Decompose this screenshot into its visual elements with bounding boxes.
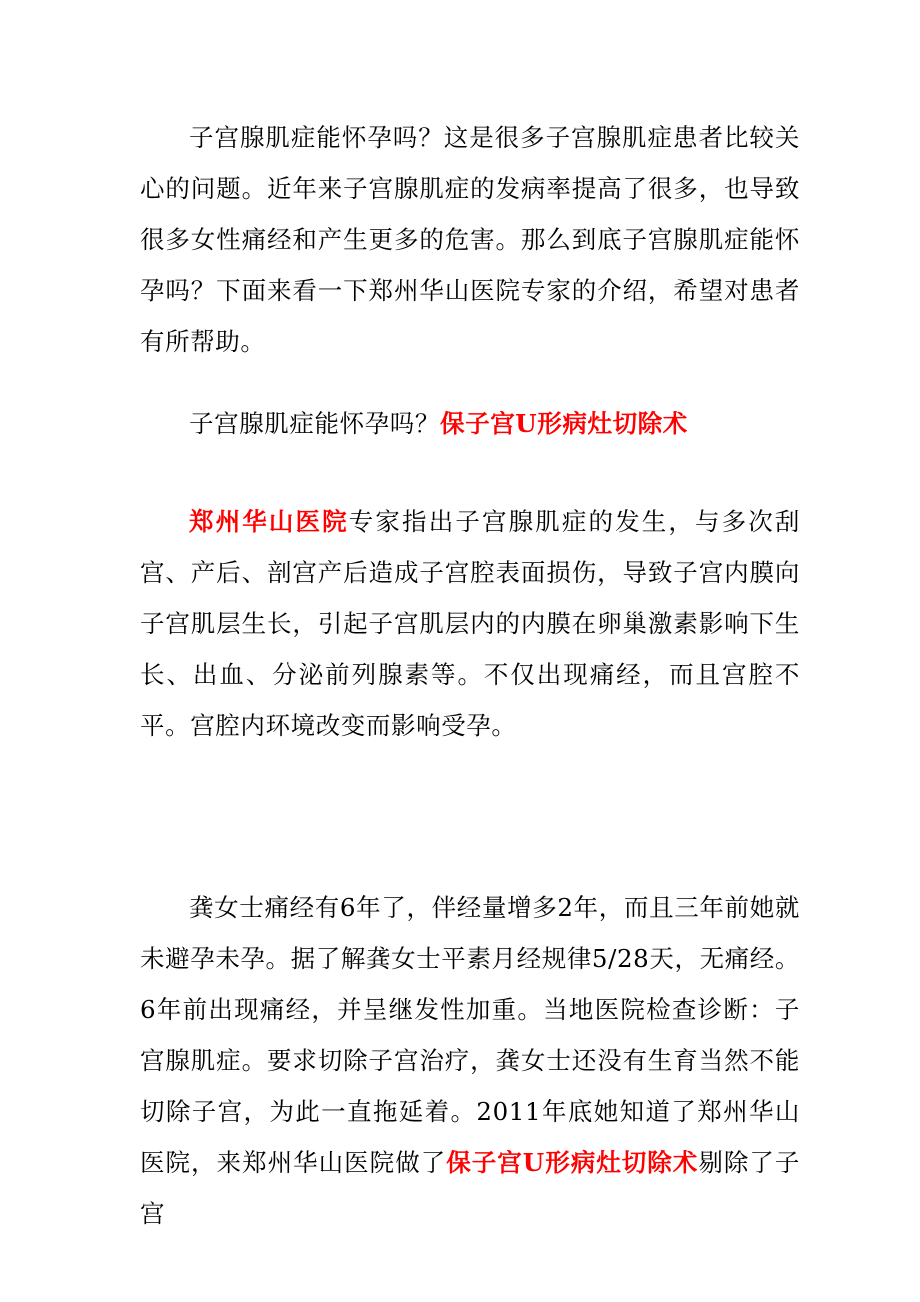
subheading-paragraph: [140, 398, 800, 449]
surgery-name-highlight: 保子宫U形病灶切除术: [440, 409, 688, 438]
case-surgery-highlight: 保子宫U形病灶切除术: [446, 1148, 699, 1177]
case-paragraph: [140, 882, 800, 1239]
intro-paragraph: [140, 112, 800, 367]
expert-paragraph: [140, 496, 800, 751]
expert-text: 专家指出子宫腺肌症的发生，与多次刮宫、产后、剖宫产后造成子宫腔表面损伤，导致子宫内膜向子宫肌层生长，引起子宫肌层内的内膜在卵巢激素影响下生长、出血、分泌前列腺素等。不仅出现痛经，而且宫腔不平。宫腔内环境改变而影响受孕。: [140, 507, 800, 740]
hospital-name-highlight: 郑州华山医院: [189, 507, 349, 536]
case-text-end: 剔除了子宫: [140, 1148, 800, 1228]
case-text: 龚女士痛经有6年了，伴经量增多2年，而且三年前她就未避孕未孕。据了解龚女士平素月经规律5/28天，无痛经。6年前出现痛经，并呈继发性加重。当地医院检查诊断：子宫腺肌症。要求切除子宫治疗，龚女士还没有生育当然不能切除子宫，为此一直拖延着。2011年底她知道了郑州华山医院，来郑州华山医院做了: [140, 893, 800, 1177]
intro-text: 子宫腺肌症能怀孕吗？这是很多子宫腺肌症患者比较关心的问题。近年来子宫腺肌症的发病率提高了很多，也导致很多女性痛经和产生更多的危害。那么到底子宫腺肌症能怀孕吗？下面来看一下郑州华山医院专家的介绍，希望对患者有所帮助。: [140, 123, 800, 356]
subheading-question: 子宫腺肌症能怀孕吗？: [189, 409, 440, 438]
